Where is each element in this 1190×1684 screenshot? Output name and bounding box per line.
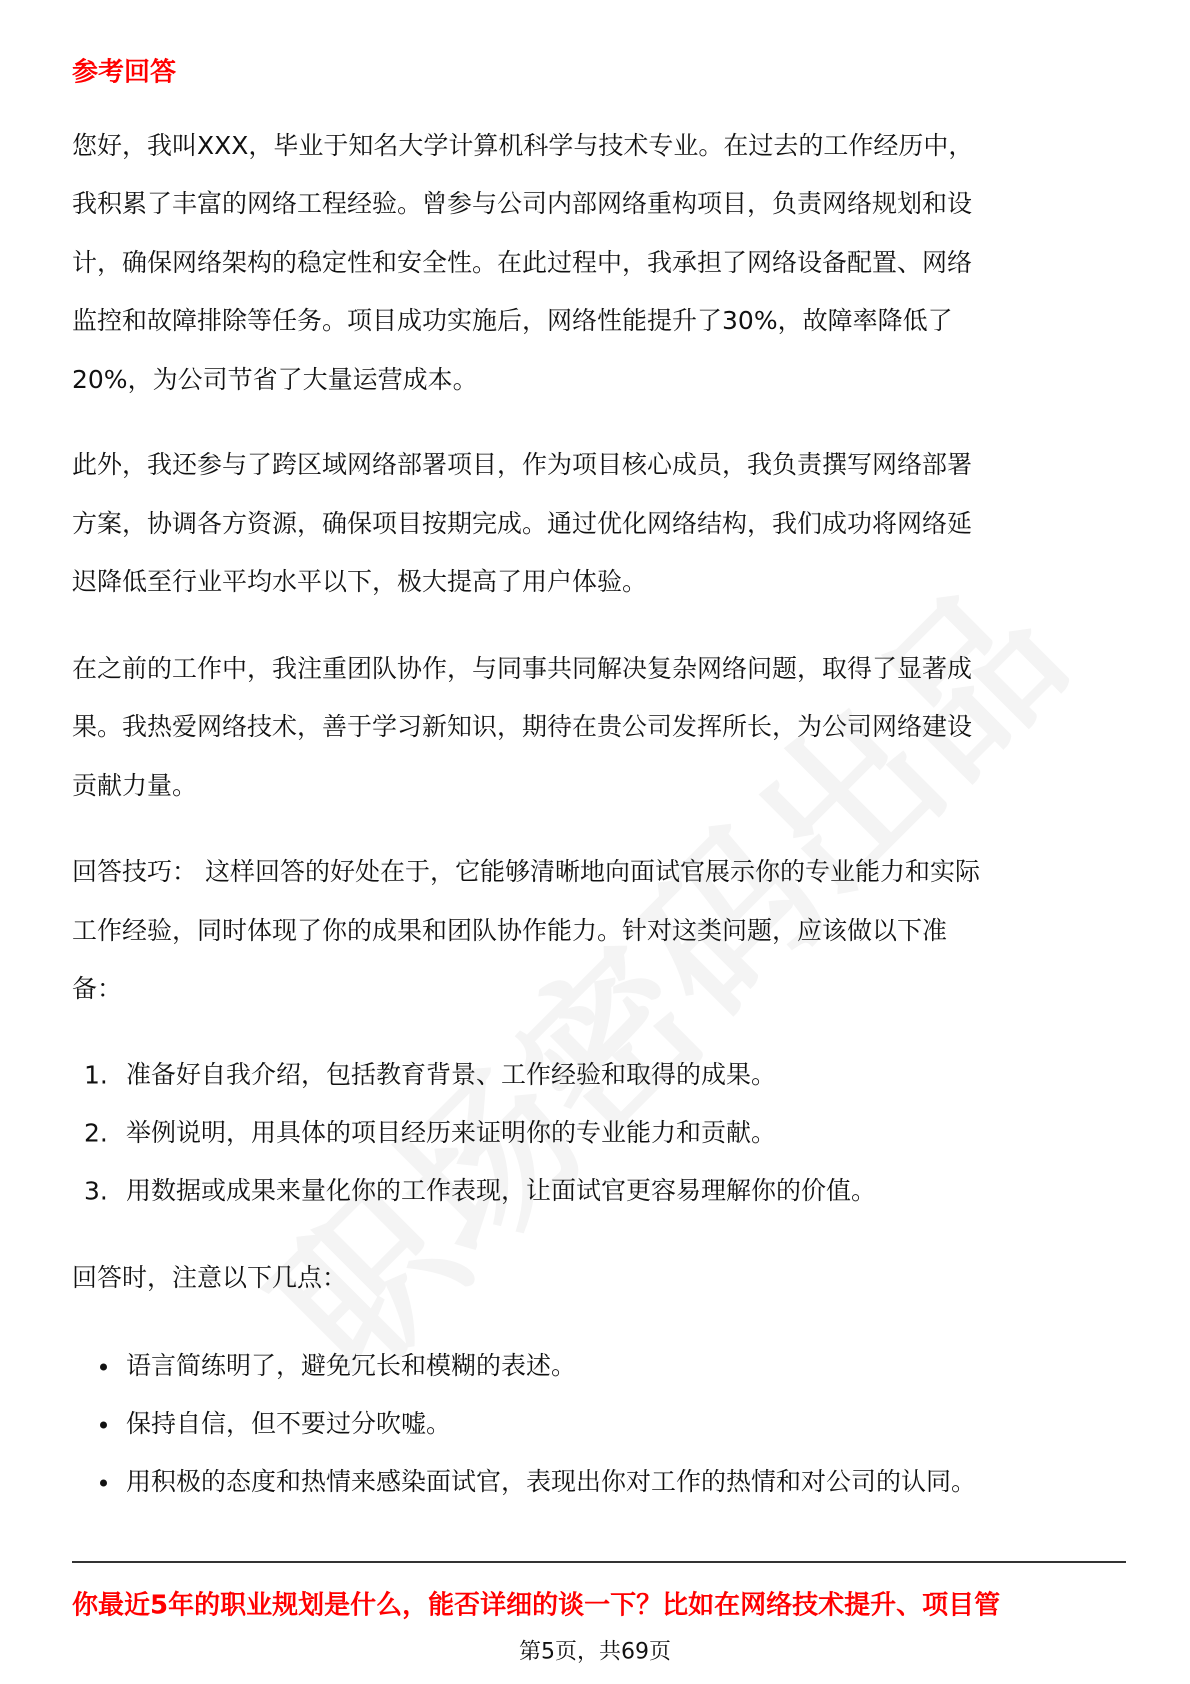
text-line: 20%，为公司节省了大量运营成本。 (72, 365, 478, 394)
list-item: 用积极的态度和热情来感染面试官，表现出你对工作的热情和对公司的认同。 (126, 1467, 977, 1496)
text-line: 您好，我叫XXX，毕业于知名大学计算机科学与技术专业。在过去的工作经历中， (72, 131, 974, 160)
list-item: 语言简练明了，避免冗长和模糊的表述。 (126, 1351, 577, 1380)
text-line: 我积累了丰富的网络工程经验。曾参与公司内部网络重构项目，负责网络规划和设 (72, 189, 973, 218)
bullet-icon (100, 1422, 107, 1429)
next-question: 你最近5年的职业规划是什么，能否详细的谈一下？比如在网络技术提升、项目管 (72, 1590, 1001, 1621)
section-title: 参考回答 (72, 57, 177, 88)
page-number: 第5页，共69页 (519, 1639, 671, 1665)
text-line: 贡献力量。 (72, 771, 198, 800)
text-line: 果。我热爱网络技术，善于学习新知识，期待在贵公司发挥所长，为公司网络建设 (72, 712, 973, 741)
text-line: 计，确保网络架构的稳定性和安全性。在此过程中，我承担了网络设备配置、网络 (72, 248, 973, 277)
text-line: 回答技巧： 这样回答的好处在于，它能够清晰地向面试官展示你的专业能力和实际 (72, 857, 980, 886)
list-number: 1. (84, 1060, 108, 1090)
list-item: 用数据或成果来量化你的工作表现，让面试官更容易理解你的价值。 (126, 1176, 877, 1205)
list-item: 准备好自我介绍，包括教育背景、工作经验和取得的成果。 (126, 1060, 777, 1089)
text-line: 工作经验，同时体现了你的成果和团队协作能力。针对这类问题，应该做以下准 (72, 916, 948, 945)
notes-heading: 回答时，注意以下几点： (72, 1263, 348, 1292)
text-line: 迟降低至行业平均水平以下，极大提高了用户体验。 (72, 567, 648, 596)
bullet-icon (100, 1480, 107, 1487)
text-line: 方案，协调各方资源，确保项目按期完成。通过优化网络结构，我们成功将网络延 (72, 509, 973, 538)
text-line: 备： (72, 974, 123, 1003)
text-line: 在之前的工作中，我注重团队协作，与同事共同解决复杂网络问题，取得了显著成 (72, 654, 973, 683)
text-line: 此外，我还参与了跨区域网络部署项目，作为项目核心成员，我负责撰写网络部署 (72, 450, 973, 479)
list-item: 保持自信，但不要过分吹嘘。 (126, 1409, 452, 1438)
text-line: 监控和故障排除等任务。项目成功实施后，网络性能提升了30%，故障率降低了 (72, 306, 953, 335)
list-item: 举例说明，用具体的项目经历来证明你的专业能力和贡献。 (126, 1118, 777, 1147)
divider (72, 1561, 1126, 1563)
bullet-icon (100, 1364, 107, 1371)
list-number: 3. (84, 1176, 108, 1206)
list-number: 2. (84, 1118, 108, 1148)
